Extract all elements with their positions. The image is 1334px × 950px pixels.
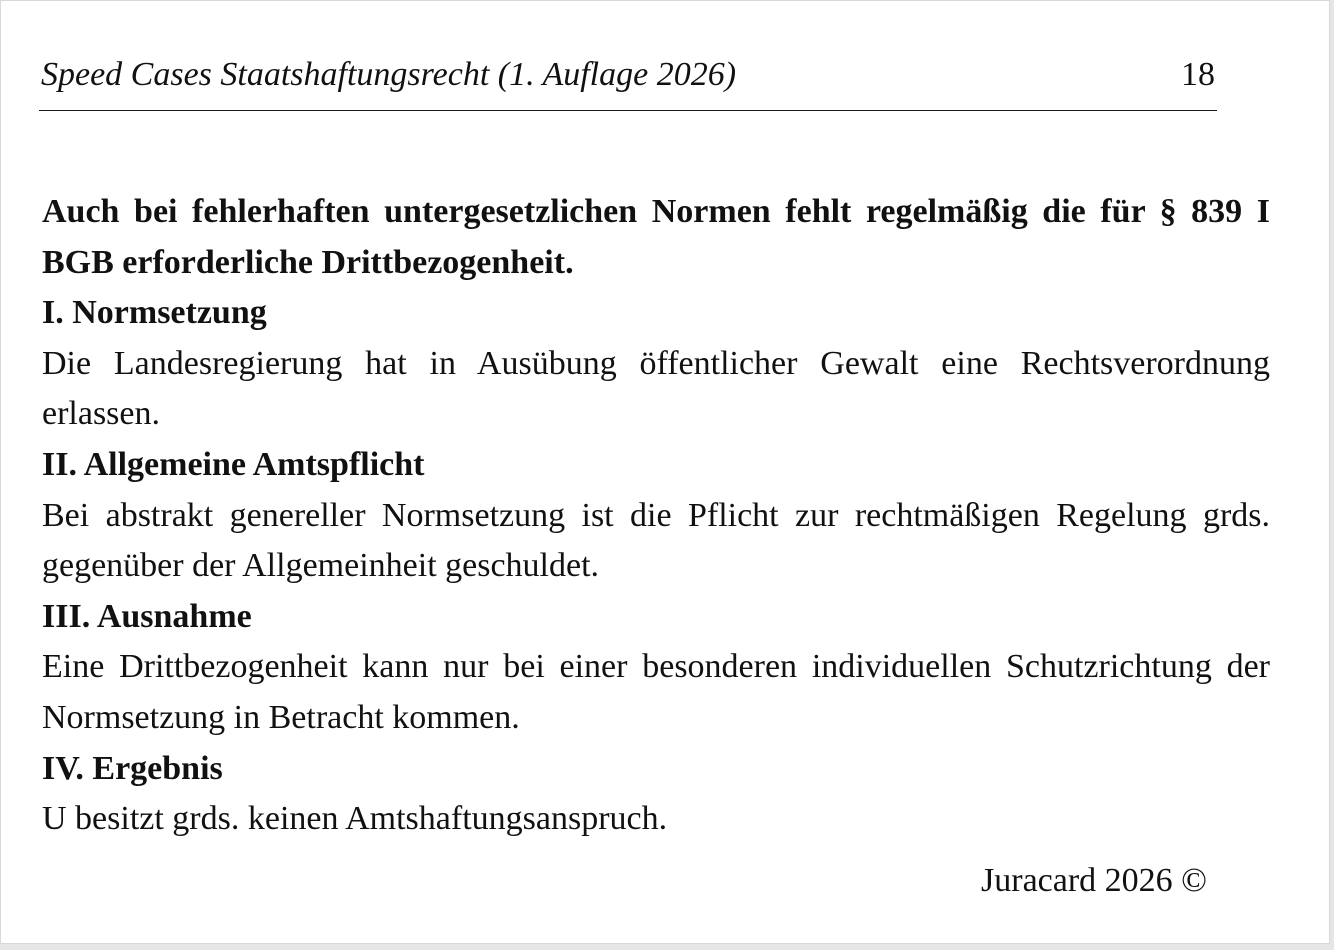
copyright-footer: Juracard 2026 © [981, 862, 1207, 899]
section-text-ausnahme: Eine Drittbezogenheit kann nur bei einer besonderen individuellen Schutzrichtung der Normsetzung in Betracht kommen. [42, 648, 1270, 736]
section-text-allgemeine-amtspflicht: Bei abstrakt genereller Normsetzung ist die Pflicht zur rechtmäßigen Regelung grds. gegenüber der Allgemeinheit geschuldet. [42, 496, 1270, 585]
section-heading-ausnahme: III. Ausnahme [42, 597, 252, 635]
lead-statement: Auch bei fehlerhaften untergesetzlichen Normen fehlt regelmäßig die für § 839 I BGB erforderliche Drittbezogenheit. [42, 193, 1270, 281]
section-text-normsetzung: Die Landesregierung hat in Ausübung öffentlicher Gewalt eine Rechtsverordnung erlassen. [42, 344, 1270, 433]
page-number: 18 [1181, 56, 1215, 93]
section-heading-allgemeine-amtspflicht: II. Allgemeine Amtspflicht [42, 445, 425, 483]
section-text-ergebnis: U besitzt grds. keinen Amtshaftungsanspruch. [42, 800, 668, 838]
section-heading-normsetzung: I. Normsetzung [42, 294, 267, 332]
page-header [39, 53, 1217, 111]
section-heading-ergebnis: IV. Ergebnis [42, 749, 223, 787]
header-title: Speed Cases Staatshaftungsrecht (1. Auflage 2026) [41, 56, 737, 93]
document-body [42, 187, 1270, 845]
